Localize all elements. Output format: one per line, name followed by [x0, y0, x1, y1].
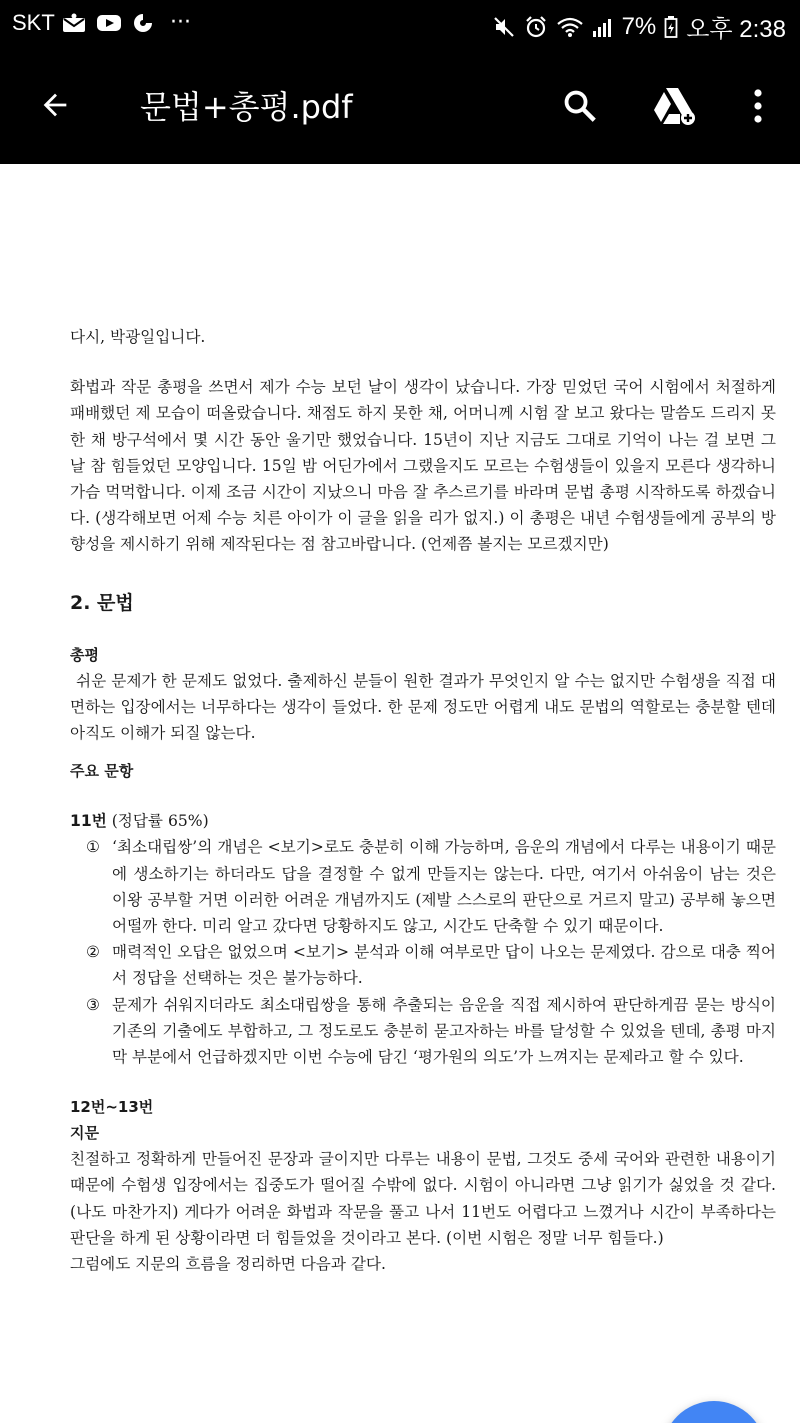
notification-icons: [62, 10, 191, 35]
closing-line: 그럼에도 지문의 흐름을 정리하면 다음과 같다.: [70, 1255, 386, 1274]
question-11-item: [70, 939, 776, 991]
item-number: ③: [86, 995, 100, 1014]
greeting-paragraph: 다시, 박광일입니다.: [70, 328, 206, 346]
back-button[interactable]: [28, 78, 82, 132]
question-11-rate: (정답률 65%): [106, 812, 209, 831]
more-notifications-dots: ···: [170, 10, 191, 35]
item-number: ①: [86, 838, 100, 857]
drive-add-icon: [652, 86, 696, 126]
app-bar: [0, 48, 800, 164]
question-11-heading: [70, 808, 776, 834]
pdf-page[interactable]: [0, 164, 800, 1423]
search-button[interactable]: [552, 78, 608, 134]
intro-paragraph: 화법과 작문 총평을 쓰면서 제가 수능 보던 날이 생각이 났습니다. 가장 믿었던 국어 시험에서 처절하게 패배했던 제 모습이 떠올랐습니다. 채점도 하지 못한 채, 어머니께 시험 잘 보고 왔다는 말씀도 드리지 못한 채 방구석에서 몇 시간 동안 울기만 했었습니다. 15년이 지난 지금도 그대로 기억이 나는 걸 보면 그날 참 힘들었던 모양입니다. 15일 밤 어딘가에서 그랬을지도 모르는 수험생들이 있을지 모른다 생각하니 가슴 먹먹합니다. 이제 조금 시간이 지났으니 마음 잘 추스르기를 바라며 문법 총평 시작하도록 하겠습니다. (생각해보면 어제 수능 치른 아이가 이 글을 읽을 리가 없지.) 이 총평은 내년 수험생들에게 공부의 방향성을 제시하기 위해 제작된다는 점 참고바랍니다. (언제쯤 볼지는 모르겠지만): [70, 378, 776, 554]
section-heading: 2. 문법: [70, 591, 134, 614]
carrier-label: SKT: [12, 10, 55, 35]
clock: 오후 2:38: [686, 16, 786, 43]
question-12-13-heading: 12번~13번: [70, 1098, 154, 1117]
status-bar: [0, 0, 800, 48]
item-text: ‘최소대립쌍’의 개념은 <보기>로도 충분히 이해 가능하며, 음운의 개념에서 다루는 내용이기 때문에 생소하기는 하더라도 답을 결정할 수 없게 만들지는 않는다. 다만, 여기서 아쉬움이 남는 것은 이왕 공부할 거면 이러한 어려운 개념까지도 (제발 스스로의 판단으로 거르지 말고) 공부해 놓으면 어떨까 한다. 미리 알고 갔다면 당황하지도 않고, 시간도 단축할 수 있기 때문이다.: [112, 838, 776, 936]
passage-heading: 지문: [70, 1124, 99, 1143]
add-to-drive-button[interactable]: [646, 78, 702, 134]
wifi-icon: [556, 16, 584, 38]
page-content: [70, 324, 776, 1277]
main-items-heading: 주요 문항: [70, 762, 134, 781]
mail-notification-icon: [62, 13, 86, 33]
question-11-label: 11번: [70, 812, 107, 831]
item-text: 매력적인 오답은 없었으며 <보기> 분석과 이해 여부로만 답이 나오는 문제였다. 감으로 대충 찍어서 정답을 선택하는 것은 불가능하다.: [112, 943, 776, 988]
alarm-icon: [524, 15, 548, 39]
battery-icon: [664, 15, 678, 39]
arrow-back-icon: [38, 88, 72, 122]
item-text: 문제가 쉬워지더라도 최소대립쌍을 통해 추출되는 음운을 직접 제시하여 판단하게끔 묻는 방식이 기존의 기출에도 부합하고, 그 정도로도 충분히 묻고자하는 바를 달성할 수 있었을 텐데, 총평 마지막 부분에서 언급하겠지만 이번 수능에 담긴 ‘평가원의 의도’가 느껴지는 문제라고 할 수 있다.: [112, 995, 776, 1067]
question-11-item: [70, 834, 776, 939]
more-options-button[interactable]: [730, 78, 786, 134]
item-number: ②: [86, 943, 100, 962]
summary-heading: 총평: [70, 645, 99, 664]
search-icon: [561, 87, 599, 125]
battery-percent: 7%: [621, 12, 657, 40]
summary-paragraph: 쉬운 문제가 한 문제도 없었다. 출제하신 분들이 원한 결과가 무엇인지 알 수는 없지만 수험생을 직접 대면하는 입장에서는 너무하다는 생각이 들었다. 한 문제 정도만 어렵게 내도 문법의 역할로는 충분할 텐데 아직도 이해가 되질 않는다.: [70, 671, 776, 743]
system-status: [492, 9, 786, 44]
signal-icon: [592, 16, 614, 38]
question-11-item: [70, 992, 776, 1071]
document-title: 문법+총평.pdf: [140, 88, 353, 126]
passage-paragraph: 친절하고 정확하게 만들어진 문장과 글이지만 다루는 내용이 문법, 그것도 중세 국어와 관련한 내용이기 때문에 수험생 입장에서는 집중도가 떨어질 수밖에 없다. 시험이 아니라면 그냥 읽기가 싫었을 것 같다. (나도 마찬가지) 게다가 어려운 화법과 작문을 풀고 나서 11번도 어렵다고 느꼈거나 시간이 부족하다는 판단을 하게 된 상황이라면 더 힘들었을 것이라고 본다. (이번 시험은 정말 너무 힘들다.): [70, 1150, 776, 1247]
youtube-notification-icon: [96, 13, 122, 33]
mute-icon: [492, 15, 516, 39]
app-notification-icon: [132, 12, 154, 34]
more-vert-icon: [752, 88, 764, 124]
edit-fab-button[interactable]: [662, 1401, 766, 1423]
